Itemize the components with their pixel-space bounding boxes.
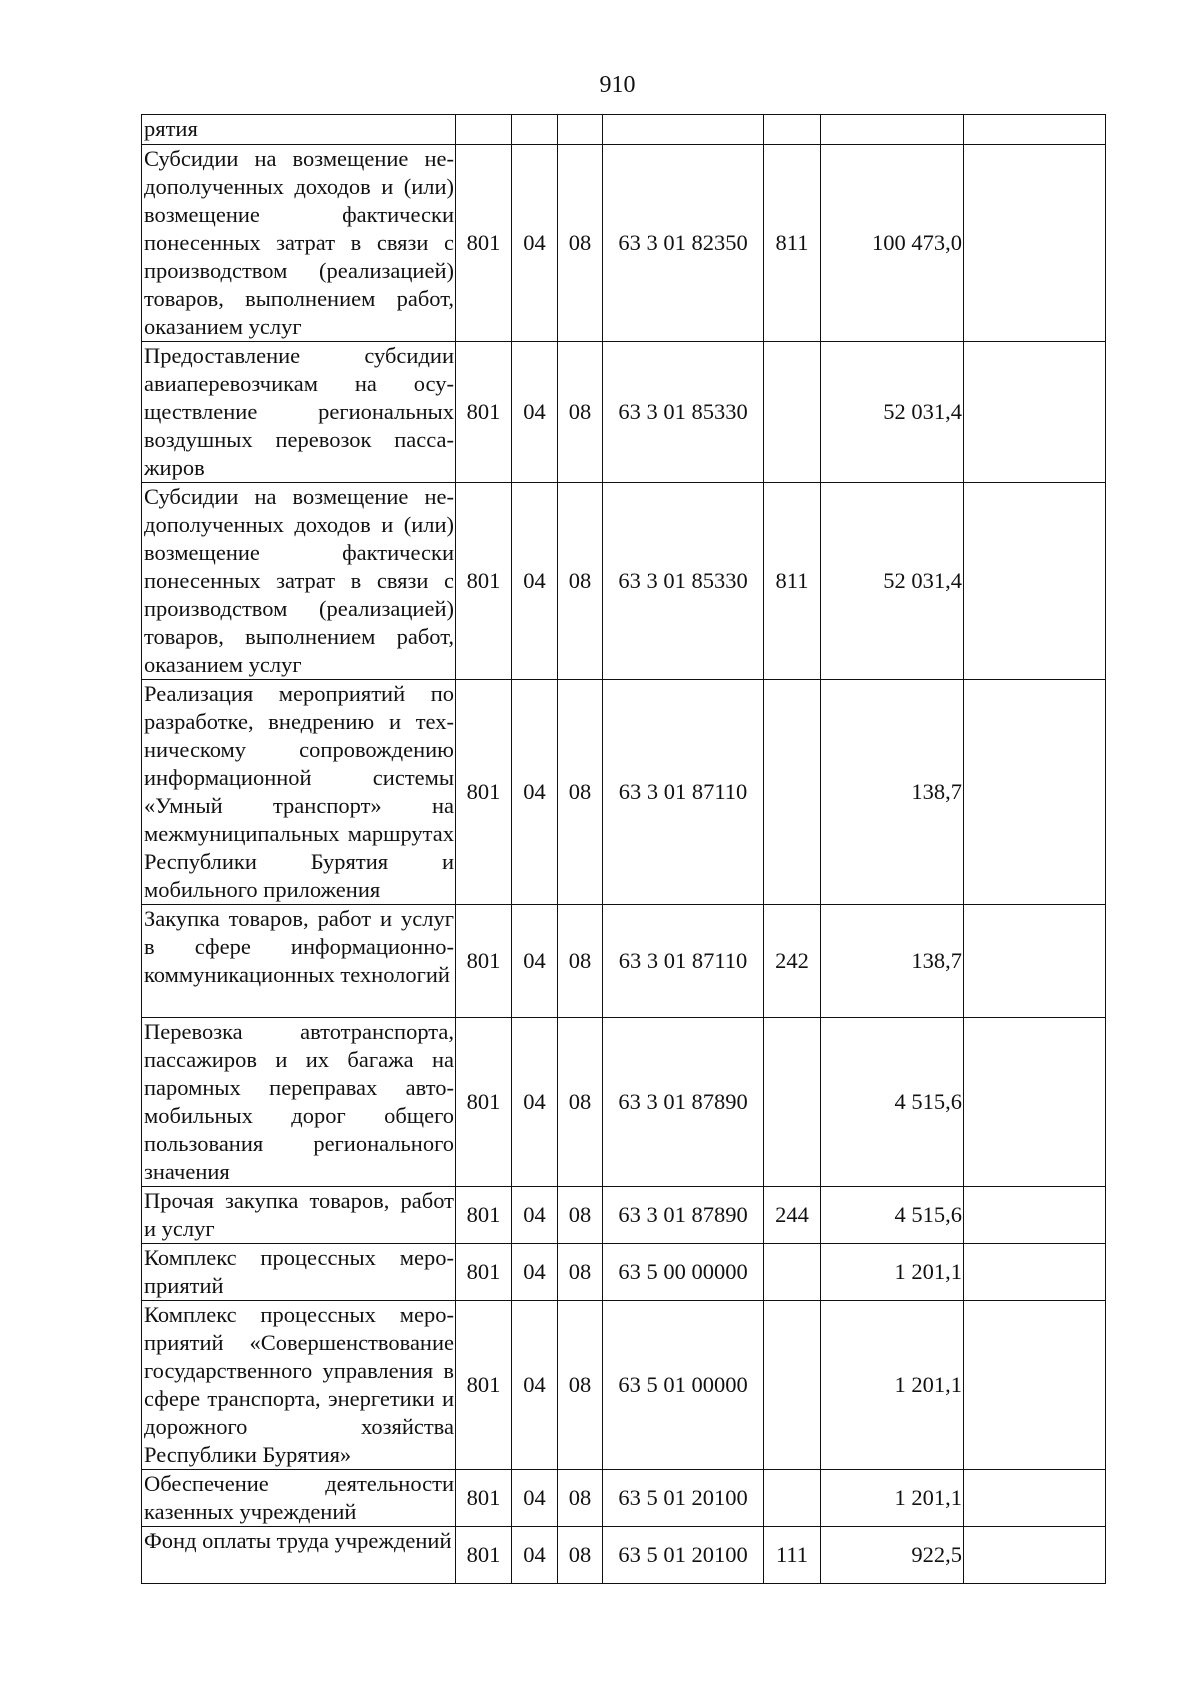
section-code: 04 (512, 1301, 558, 1470)
expense-type-code (764, 1018, 821, 1187)
row-name: Предоставление субсидии авиаперевозчикам на осуществление региональных воздушных перевозок пассажиров (142, 342, 456, 483)
extra-column (964, 342, 1106, 483)
extra-column (964, 1527, 1106, 1584)
page-number: 910 (599, 72, 636, 98)
target-article-code: 63 5 01 20100 (603, 1527, 764, 1584)
row-name: Комплекс процессных мероприятий (142, 1244, 456, 1301)
section-code: 04 (512, 145, 558, 342)
table-row (142, 905, 1106, 1018)
ministry-code: 801 (456, 905, 512, 1018)
amount (821, 115, 964, 145)
target-article-code: 63 3 01 87890 (603, 1187, 764, 1244)
table-row (142, 115, 1106, 145)
expense-type-code: 244 (764, 1187, 821, 1244)
ministry-code: 801 (456, 483, 512, 680)
ministry-code: 801 (456, 342, 512, 483)
extra-column (964, 1470, 1106, 1527)
amount: 922,5 (821, 1527, 964, 1584)
row-name: Субсидии на возмещение недополученных доходов и (или) возмещение фактически понесенных затрат в связи с производством (реализацией) товаров, выполнением работ, оказанием услуг (142, 145, 456, 342)
ministry-code: 801 (456, 1187, 512, 1244)
subsection-code: 08 (558, 342, 603, 483)
table-body (142, 115, 1106, 1584)
target-article-code: 63 5 01 00000 (603, 1301, 764, 1470)
table-row (142, 1527, 1106, 1584)
extra-column (964, 1301, 1106, 1470)
table-row (142, 680, 1106, 905)
expense-type-code (764, 1470, 821, 1527)
section-code: 04 (512, 905, 558, 1018)
extra-column (964, 905, 1106, 1018)
ministry-code: 801 (456, 680, 512, 905)
subsection-code: 08 (558, 1187, 603, 1244)
subsection-code: 08 (558, 680, 603, 905)
target-article-code: 63 3 01 82350 (603, 145, 764, 342)
subsection-code: 08 (558, 1301, 603, 1470)
ministry-code (456, 115, 512, 145)
table-row (142, 1301, 1106, 1470)
section-code: 04 (512, 1470, 558, 1527)
extra-column (964, 115, 1106, 145)
row-name: Обеспечение деятельности казенных учреждений (142, 1470, 456, 1527)
amount: 4 515,6 (821, 1018, 964, 1187)
row-name: Реализация мероприятий по разработке, внедрению и техническому сопровождению информационной системы «Умный транспорт» на межмуниципальных маршрутах Республики Бурятия и мобильного приложения (142, 680, 456, 905)
extra-column (964, 680, 1106, 905)
target-article-code: 63 3 01 85330 (603, 342, 764, 483)
amount: 52 031,4 (821, 483, 964, 680)
target-article-code: 63 3 01 85330 (603, 483, 764, 680)
section-code: 04 (512, 1244, 558, 1301)
table-row (142, 483, 1106, 680)
expense-type-code: 242 (764, 905, 821, 1018)
expense-type-code: 111 (764, 1527, 821, 1584)
extra-column (964, 1187, 1106, 1244)
target-article-code: 63 5 01 20100 (603, 1470, 764, 1527)
section-code: 04 (512, 483, 558, 680)
extra-column (964, 145, 1106, 342)
row-name: Комплекс процессных мероприятий «Совершенствование государственного управления в сфере транспорта, энергетики и дорожного хозяйства Республики Бурятия» (142, 1301, 456, 1470)
ministry-code: 801 (456, 145, 512, 342)
table-row (142, 1187, 1106, 1244)
extra-column (964, 1018, 1106, 1187)
table-row (142, 1018, 1106, 1187)
ministry-code: 801 (456, 1018, 512, 1187)
subsection-code: 08 (558, 1018, 603, 1187)
target-article-code: 63 3 01 87110 (603, 680, 764, 905)
budget-table (141, 114, 1106, 1584)
subsection-code: 08 (558, 145, 603, 342)
extra-column (964, 483, 1106, 680)
amount: 138,7 (821, 905, 964, 1018)
expense-type-code (764, 1244, 821, 1301)
section-code: 04 (512, 342, 558, 483)
subsection-code: 08 (558, 1244, 603, 1301)
section-code: 04 (512, 1527, 558, 1584)
target-article-code (603, 115, 764, 145)
amount: 1 201,1 (821, 1244, 964, 1301)
extra-column (964, 1244, 1106, 1301)
table-row (142, 342, 1106, 483)
section-code: 04 (512, 1018, 558, 1187)
row-name: Закупка товаров, работ и услуг в сфере информационно-коммуникационных технологий (142, 905, 456, 1018)
expense-type-code (764, 680, 821, 905)
target-article-code: 63 5 00 00000 (603, 1244, 764, 1301)
subsection-code (558, 115, 603, 145)
expense-type-code: 811 (764, 145, 821, 342)
target-article-code: 63 3 01 87890 (603, 1018, 764, 1187)
row-name: Фонд оплаты труда учреждений (142, 1527, 456, 1584)
ministry-code: 801 (456, 1244, 512, 1301)
amount: 100 473,0 (821, 145, 964, 342)
amount: 138,7 (821, 680, 964, 905)
amount: 52 031,4 (821, 342, 964, 483)
expense-type-code (764, 342, 821, 483)
ministry-code: 801 (456, 1470, 512, 1527)
amount: 4 515,6 (821, 1187, 964, 1244)
section-code: 04 (512, 1187, 558, 1244)
subsection-code: 08 (558, 905, 603, 1018)
amount: 1 201,1 (821, 1470, 964, 1527)
row-name: Субсидии на возмещение недополученных доходов и (или) возмещение фактически понесенных затрат в связи с производством (реализацией) товаров, выполнением работ, оказанием услуг (142, 483, 456, 680)
row-name: Перевозка автотранспорта, пассажиров и их багажа на паромных переправах автомобильных дорог общего пользования регионального значения (142, 1018, 456, 1187)
row-name: рятия (142, 115, 456, 145)
table-row (142, 1244, 1106, 1301)
subsection-code: 08 (558, 1527, 603, 1584)
amount: 1 201,1 (821, 1301, 964, 1470)
expense-type-code (764, 1301, 821, 1470)
target-article-code: 63 3 01 87110 (603, 905, 764, 1018)
expense-type-code: 811 (764, 483, 821, 680)
subsection-code: 08 (558, 483, 603, 680)
row-name: Прочая закупка товаров, работ и услуг (142, 1187, 456, 1244)
section-code: 04 (512, 680, 558, 905)
expense-type-code (764, 115, 821, 145)
ministry-code: 801 (456, 1527, 512, 1584)
ministry-code: 801 (456, 1301, 512, 1470)
table-row (142, 1470, 1106, 1527)
table-row (142, 145, 1106, 342)
subsection-code: 08 (558, 1470, 603, 1527)
section-code (512, 115, 558, 145)
